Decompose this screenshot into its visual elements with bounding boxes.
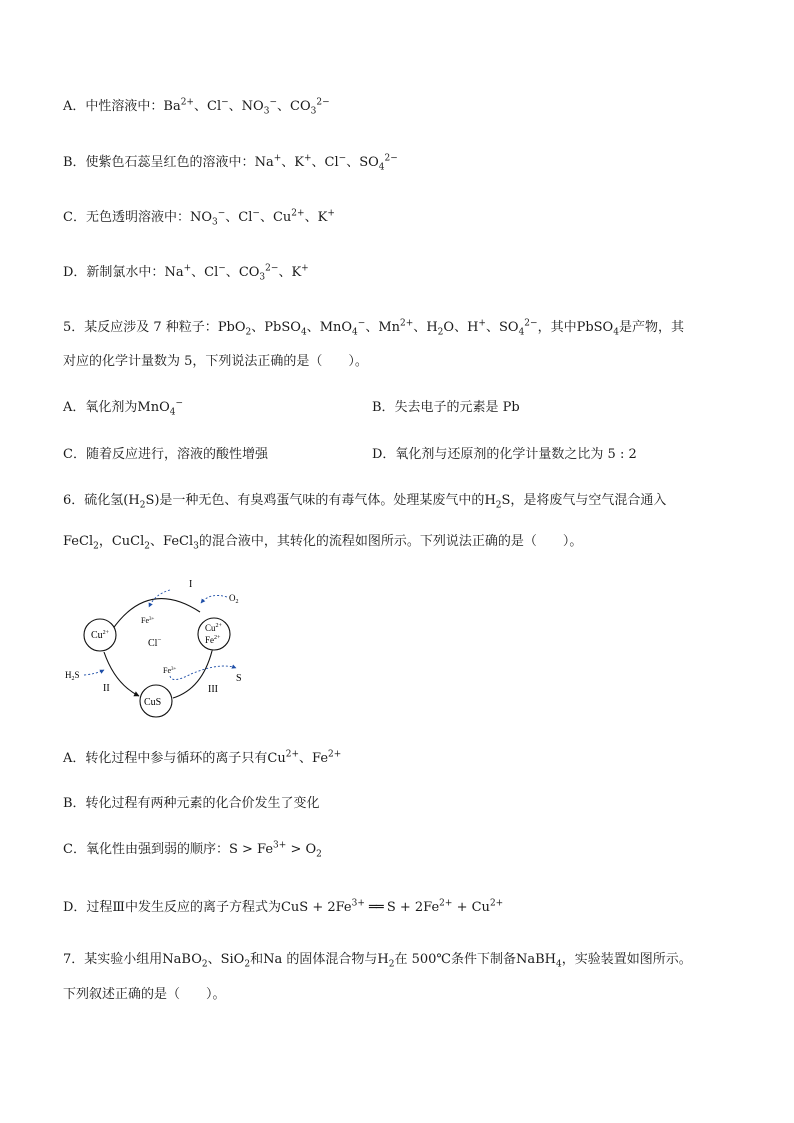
q4-option-d: D．新制氯水中：Na+、Cl−、$CO_3^{2-}$、K+ [63, 263, 309, 283]
svg-text:Cu2+: $Cu^{2+}$ [205, 623, 222, 633]
svg-text:Fe3+: $Fe^{3+}$ [163, 666, 177, 675]
svg-text:II: II [103, 683, 110, 694]
svg-text:O2: $O_2$ [229, 593, 239, 605]
svg-text:CuS: CuS [144, 697, 162, 708]
svg-text:III: III [208, 684, 218, 695]
conversion-cycle-diagram [60, 574, 260, 724]
svg-text:H2S: $H_2S$ [65, 670, 80, 682]
q6-stem-line2: FeCl$_2$，CuCl$_2$、FeCl$_3$的混合液中，其转化的流程如图所示。下列说法正确的是（ ）。 [63, 534, 583, 552]
cycle-arc-step-1 [112, 599, 200, 630]
q7-stem-line2: 下列叙述正确的是（ ）。 [63, 987, 226, 1002]
fe3-input-arrow [170, 674, 191, 680]
q5-stem-line2: 对应的化学计量数为 5，下列说法正确的是（ ）。 [63, 354, 368, 369]
svg-text:Cl−: Cl− [148, 636, 162, 649]
cycle-arc-step-3 [173, 651, 212, 698]
q6-option-c: C．氧化性由强到弱的顺序：$S > Fe^{3+} > O_2$ [63, 840, 322, 860]
q7-stem-line1: 7．某实验小组用NaBO$_2$、SiO$_2$和Na 的固体混合物与$H_2$在 500℃条件下制备NaBH$_4$，实验装置如图所示。 [63, 952, 692, 970]
q5-stem-line1: 5．某反应涉及 7 种粒子：PbO$_2$、PbSO$_4$、MnO$_4$−、$Mn^{2+}$、$H_2O$、H+、$SO_4^{2-}$，其中PbSO$_4$是产物，其 [63, 318, 684, 338]
q6-option-a: A．转化过程中参与循环的离子只有$Cu^{2+}$、$Fe^{2+}$ [63, 749, 342, 766]
o2-input-arrow [201, 595, 227, 603]
svg-text:Fe2+: $Fe^{2+}$ [205, 635, 221, 645]
q6-option-b: B．转化过程有两种元素的化合价发生了变化 [63, 796, 320, 811]
q4-option-b: B．使紫色石蕊呈红色的溶液中：Na+、K+、Cl−、$SO_4^{2-}$ [63, 153, 398, 173]
svg-text:S: S [236, 673, 242, 684]
q4-option-a: A．中性溶液中：$Ba^{2+}$、Cl−、$NO_3^-$、$CO_3^{2-}$ [63, 97, 330, 117]
q4-option-c: C．无色透明溶液中：$NO_3^-$、Cl−、$Cu^{2+}$、K+ [63, 208, 335, 228]
q6-option-d: D．过程Ⅲ中发生反应的离子方程式为CuS + $2Fe^{3+}$ ══ $S + 2Fe^{2+} + Cu^{2+}$ [63, 898, 504, 915]
s-output-arrow [191, 666, 236, 674]
q5-option-b: B．失去电子的元素是 Pb [372, 400, 520, 415]
svg-text:Fe3+: $Fe^{3+}$ [141, 616, 155, 625]
svg-text:Cu2+: $Cu^{2+}$ [91, 630, 110, 641]
q5-option-d: D．氧化剂与还原剂的化学计量数之比为 5 : 2 [372, 447, 637, 462]
q5-option-c: C．随着反应进行，溶液的酸性增强 [63, 447, 268, 462]
svg-text:I: I [189, 579, 193, 590]
h2s-input-arrow [84, 670, 104, 675]
q6-stem-line1: 6．硫化氢$(H_2S)$是一种无色、有臭鸡蛋气味的有毒气体。处理某废气中的$H_2S$，是将废气与空气混合通入 [63, 493, 667, 511]
q5-option-a: A．氧化剂为MnO$_4$− [63, 398, 184, 418]
